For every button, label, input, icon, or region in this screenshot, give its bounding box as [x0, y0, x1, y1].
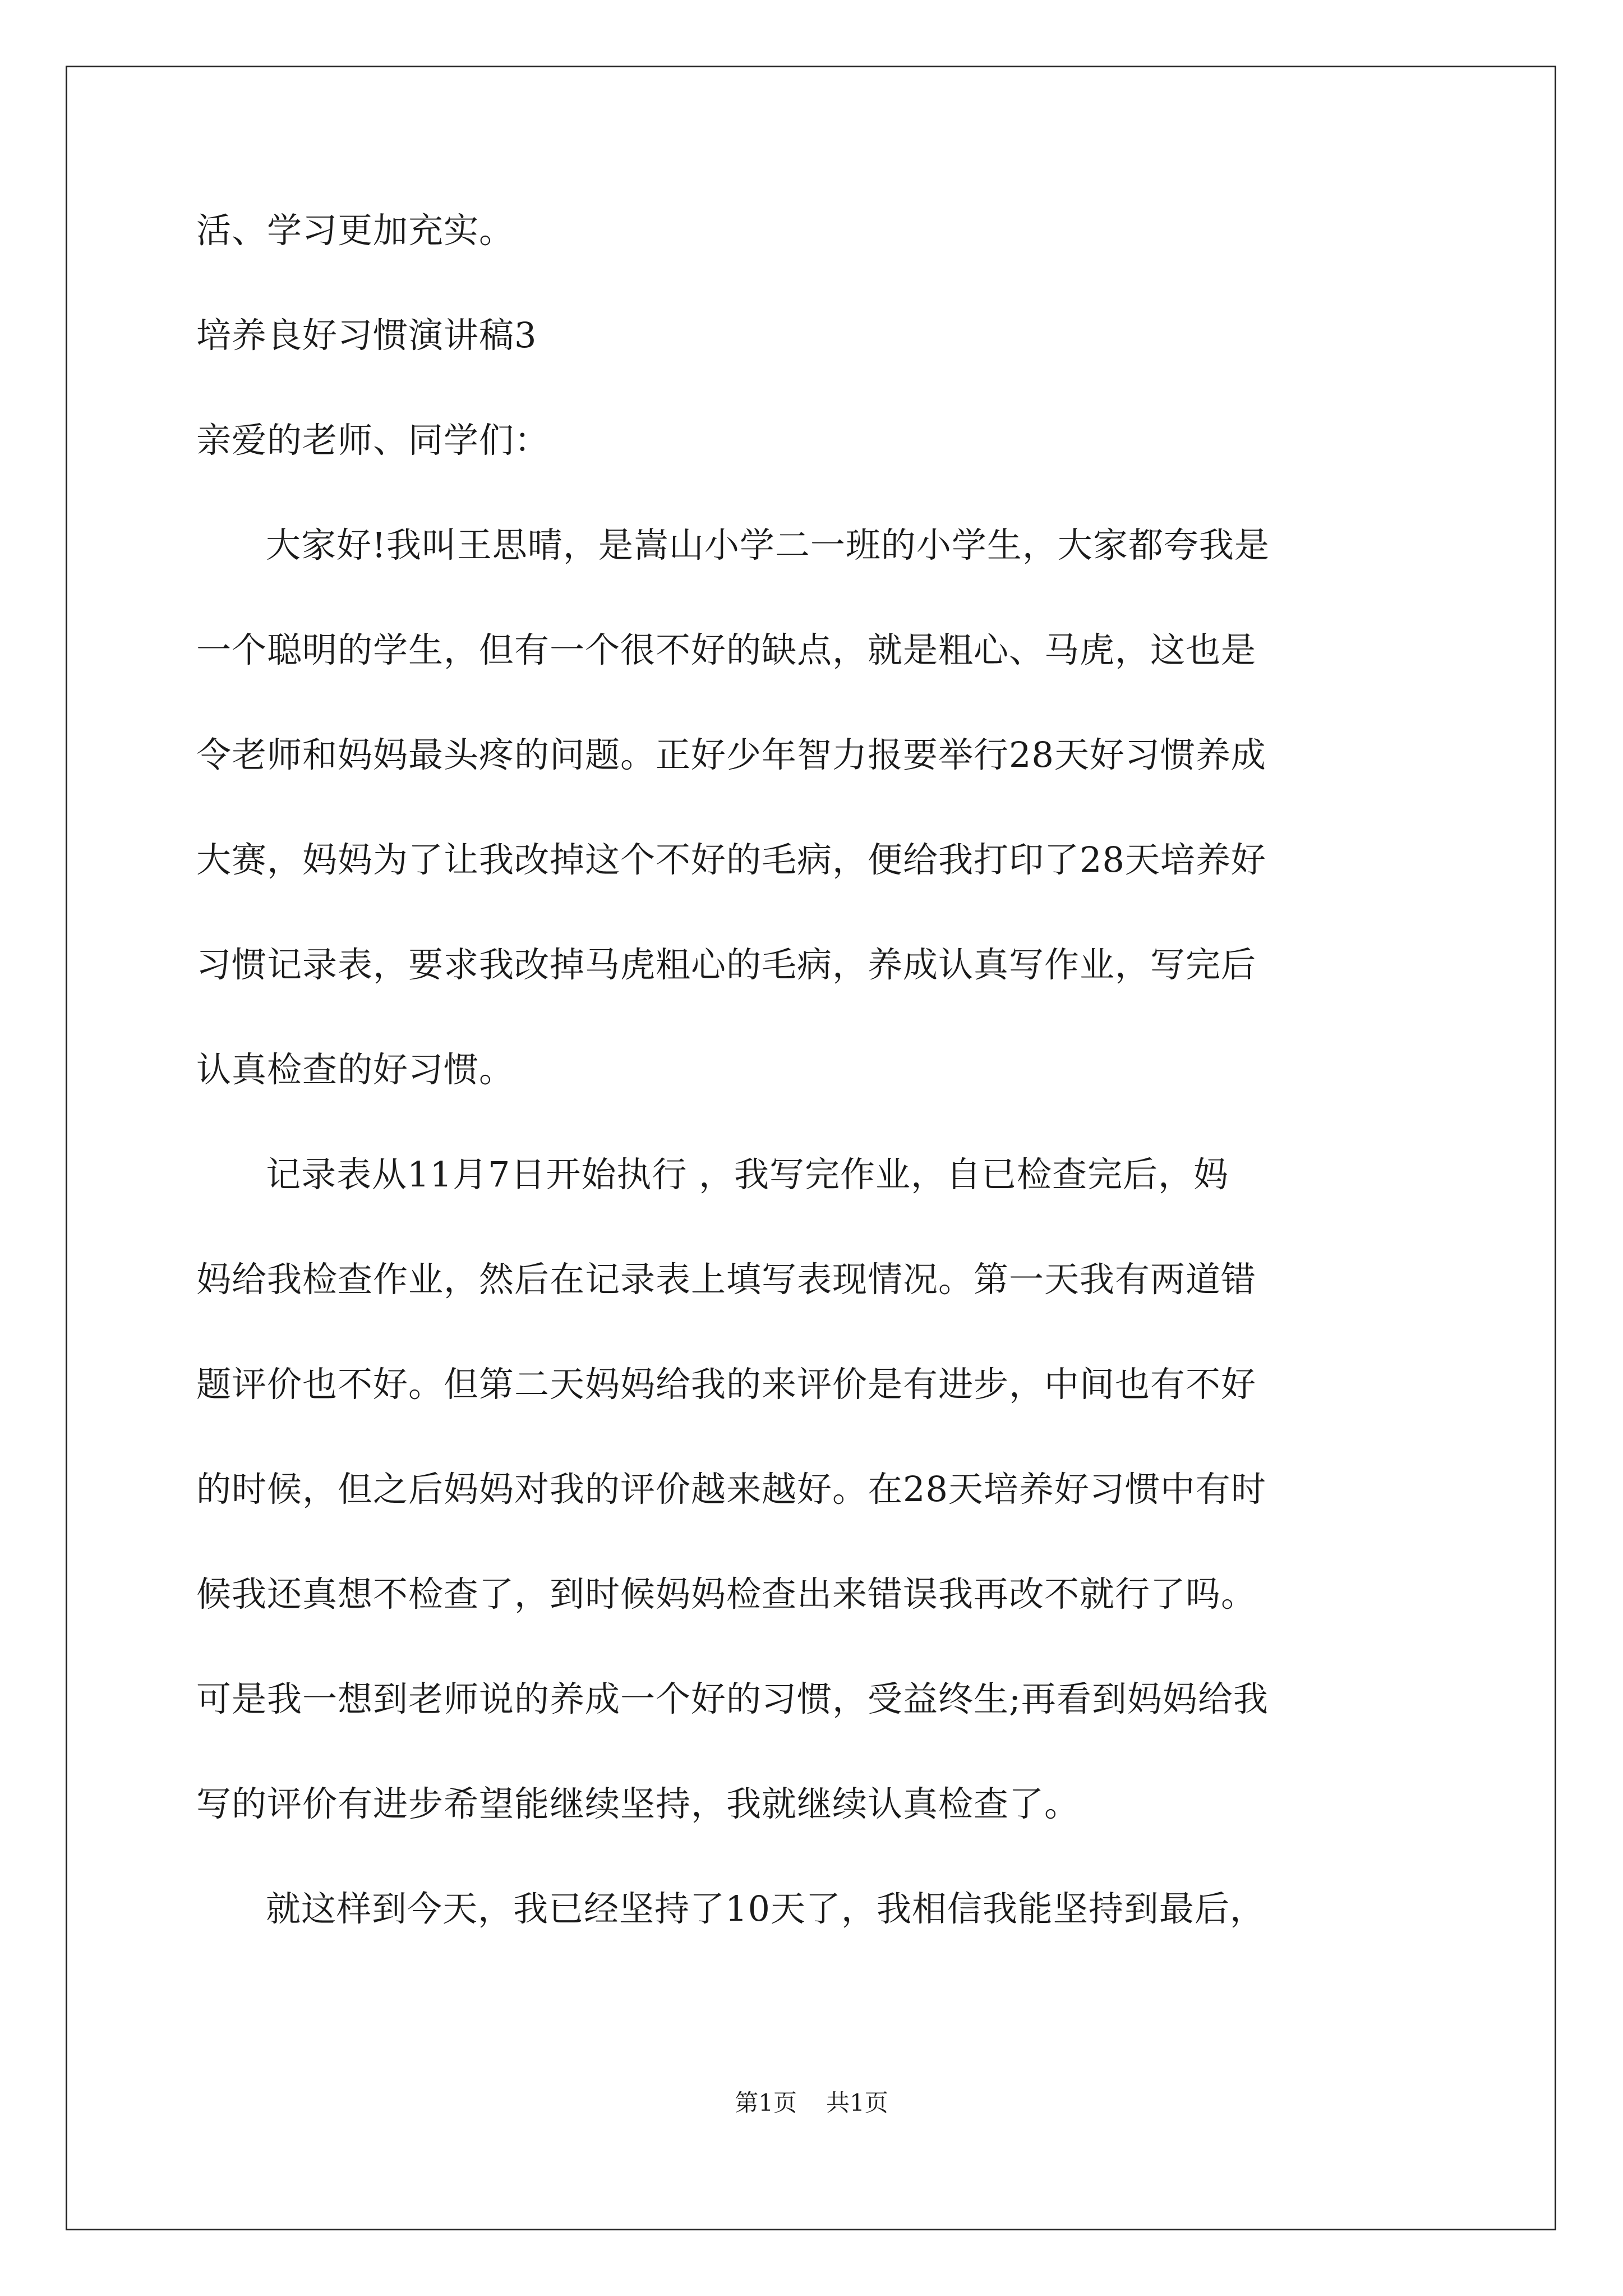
- paragraph-line: 大家好!我叫王思晴，是嵩山小学二一班的小学生，大家都夸我是: [266, 524, 1270, 565]
- paragraph-line: 一个聪明的学生，但有一个很不好的缺点，就是粗心、马虎，这也是: [196, 629, 1257, 670]
- document-body: [196, 210, 1469, 1996]
- paragraph-line: 就这样到今天，我已经坚持了10天了，我相信我能坚持到最后，: [266, 1888, 1265, 1929]
- greeting: 亲爱的老师、同学们：: [196, 420, 550, 461]
- paragraph-line: 可是我一想到老师说的养成一个好的习惯，受益终生;再看到妈妈给我: [196, 1678, 1269, 1719]
- paragraph-line: 认真检查的好习惯。: [196, 1049, 515, 1090]
- paragraph-line: 记录表从11月7日开始执行 ，我写完作业，自已检查完后，妈: [266, 1154, 1229, 1195]
- page-footer: [0, 2091, 1623, 2115]
- page-number: 第1页: [735, 2089, 797, 2116]
- continuation-line: 活、学习更加充实。: [196, 210, 515, 251]
- paragraph-line: 妈给我检查作业，然后在记录表上填写表现情况。第一天我有两道错: [196, 1259, 1257, 1300]
- paragraph: [196, 1154, 1469, 1824]
- paragraph: [196, 1888, 1469, 1929]
- paragraph-line: 大赛，妈妈为了让我改掉这个不好的毛病，便给我打印了28天培养好: [196, 839, 1266, 880]
- paragraph: [196, 524, 1469, 1090]
- paragraph-line: 题评价也不好。但第二天妈妈给我的来评价是有进步，中间也有不好: [196, 1364, 1257, 1405]
- paragraph-line: 习惯记录表，要求我改掉马虎粗心的毛病，养成认真写作业，写完后: [196, 944, 1257, 985]
- paragraph-line: 令老师和妈妈最头疼的问题。正好少年智力报要举行28天好习惯养成: [196, 734, 1266, 775]
- section-title: 培养良好习惯演讲稿3: [196, 315, 537, 356]
- paragraph-line: 写的评价有进步希望能继续坚持，我就继续认真检查了。: [196, 1783, 1080, 1824]
- paragraph-line: 候我还真想不检查了，到时候妈妈检查出来错误我再改不就行了吗。: [196, 1573, 1257, 1614]
- paragraph-line: 的时候，但之后妈妈对我的评价越来越好。在28天培养好习惯中有时: [196, 1469, 1266, 1510]
- page-total: 共1页: [826, 2089, 888, 2116]
